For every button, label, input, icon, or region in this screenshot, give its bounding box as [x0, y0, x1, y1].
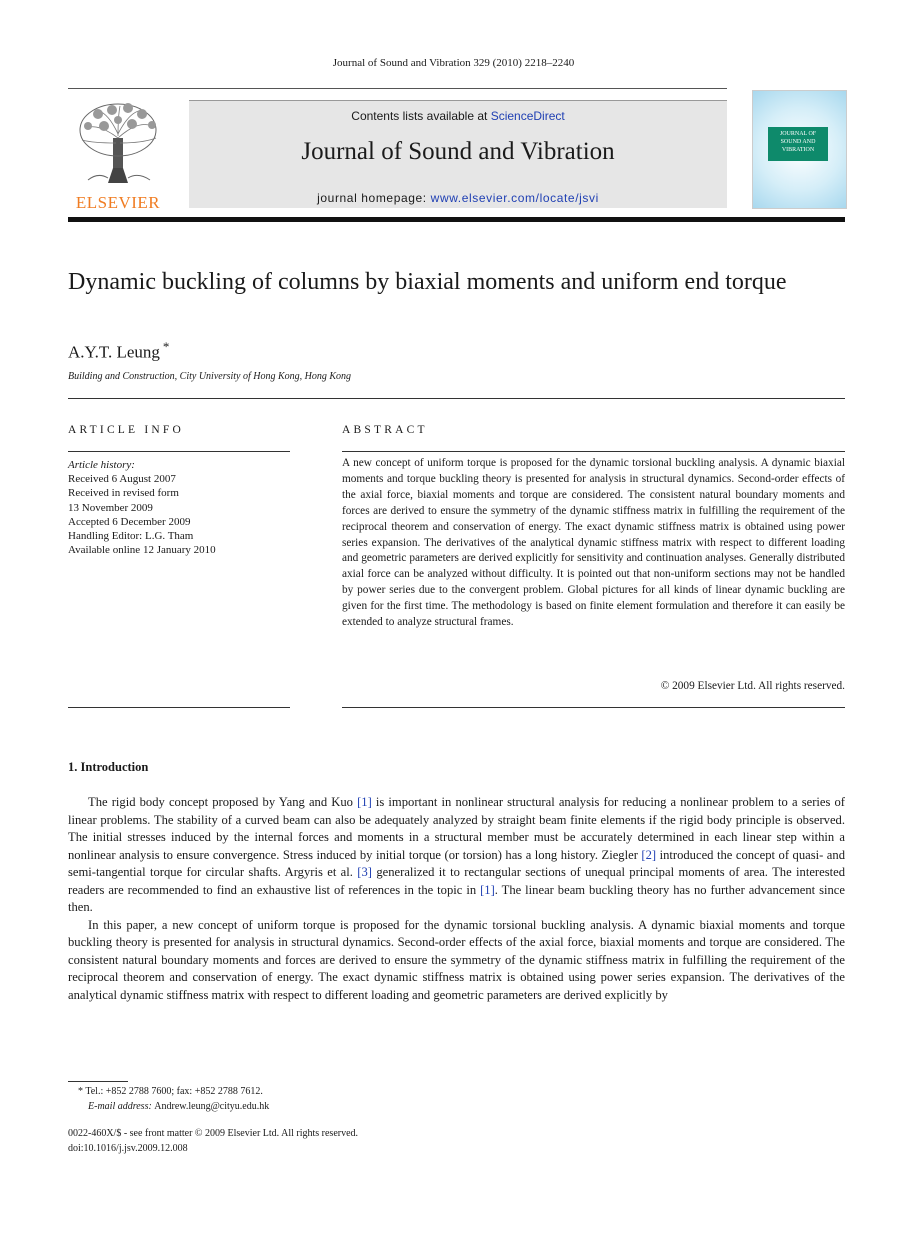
history-line: 13 November 2009: [68, 501, 153, 514]
history-line: Received in revised form: [68, 487, 179, 500]
cover-title-line: VIBRATION: [781, 147, 815, 153]
footnote-rule: [68, 1081, 128, 1082]
footnote-contact: [68, 1084, 269, 1099]
publisher-logo: [68, 98, 168, 213]
history-line: Handling Editor: L.G. Tham: [68, 530, 194, 543]
email-label: E-mail address:: [88, 1101, 155, 1112]
issn-line: 0022-460X/$ - see front matter © 2009 Elsevier Ltd. All rights reserved.: [68, 1128, 359, 1139]
journal-name: Journal of Sound and Vibration: [301, 138, 615, 165]
citation-link[interactable]: [3]: [357, 865, 372, 879]
abstract-copyright: © 2009 Elsevier Ltd. All rights reserved.: [660, 680, 845, 692]
masthead-bottom-rule: [68, 217, 845, 222]
abstract-text: A new concept of uniform torque is proposed for the dynamic torsional buckling analysis. A dynamic biaxial moments and torque buckling theory is presented for analysis in structural dynamics. Second-order effects of the axial force, biaxial moments and torque are considered. The consistent natural boundary moments and forces are derived to ensure the symmetry of the dynamic stiffness matrix in fulfilling the requirement of the reciprocal theorem and conservation of energy. The exact dynamic stiffness matrix is obtained using power series expansion. The derivatives of the analytical dynamic stiffness matrix with respect to different loading and geometric parameters are derived explicitly for sensitivity and continuation analyses. Generally distributed axial force can be analyzed without difficulty. It is pointed out that non-uniform sections may not be handled by power series due to the convergent problem. Global pictures for all kinds of linear dynamic buckling are given for the first time. The methodology is based on finite element formulation and therefore it can easily be extended to analyze structural frames.: [342, 457, 845, 629]
cover-title-line: JOURNAL OF: [779, 131, 817, 137]
running-header: Journal of Sound and Vibration 329 (2010) 2218–2240: [332, 57, 575, 69]
article-history: [68, 458, 290, 557]
doi-line[interactable]: doi:10.1016/j.jsv.2009.12.008: [68, 1143, 188, 1154]
history-label: Article history:: [68, 459, 135, 471]
contents-line: [189, 109, 727, 123]
article-info-rule: [68, 451, 290, 452]
abstract-rule: [342, 451, 845, 452]
front-matter: [68, 1126, 358, 1156]
email-address[interactable]: Andrew.leung@cityu.edu.hk: [154, 1101, 270, 1112]
citation-link[interactable]: [2]: [641, 847, 657, 862]
paragraph: [68, 794, 845, 917]
cover-title-box: [768, 127, 828, 161]
text-run: introduced the concept of quasi- and semi-tangential torque for circular shafts. Argyris et al.: [68, 847, 845, 879]
article-info-bottom-rule: [68, 707, 290, 708]
journal-homepage-link[interactable]: www.elsevier.com/locate/jsvi: [430, 191, 599, 205]
title-divider: [68, 398, 845, 399]
cover-title-line: SOUND AND: [780, 139, 816, 145]
homepage-prefix: journal homepage:: [317, 191, 431, 205]
tree-logo-icon: [68, 98, 168, 190]
section-heading: 1. Introduction: [68, 760, 149, 774]
sciencedirect-link[interactable]: ScienceDirect: [490, 109, 565, 123]
text-run: generalized it to rectangular sections of unequal principal moments of area. The interested readers are recommended to find an exhaustive list of references in the topic in: [68, 865, 845, 897]
homepage-line: [189, 191, 727, 205]
abstract-heading: ABSTRACT: [342, 424, 428, 436]
footnote-email: [68, 1099, 269, 1114]
body-text: [68, 794, 845, 1004]
citation-link[interactable]: [1]: [357, 795, 372, 809]
masthead: [68, 88, 845, 221]
footnote-marker: *: [78, 1086, 83, 1097]
contents-prefix: Contents lists available at: [351, 109, 491, 123]
history-line: Available online 12 January 2010: [68, 544, 216, 557]
contact-numbers: Tel.: +852 2788 7600; fax: +852 2788 7612.: [85, 1086, 263, 1097]
author-footnote: [68, 1084, 269, 1114]
text-run: is important in nonlinear structural analysis for reducing a nonlinear problem to a series of linear problems. The stability of a curved beam can also be adequately analyzed by straight beam finite elements if the rigid body principle is observed. The initial stresses induced by the internal forces and moments in a structural member must be accurately determined in each linear step within a nonlinear analysis to ensure convergence. Stress induced by initial torque (or torsion) has a long history. Ziegler: [68, 795, 845, 862]
article-info-heading: ARTICLE INFO: [68, 424, 184, 436]
citation-link[interactable]: [1]: [480, 882, 495, 897]
author-footnote-marker[interactable]: *: [162, 339, 170, 354]
paragraph: In this paper, a new concept of uniform torque is proposed for the dynamic torsional buckling analysis. A dynamic biaxial moments and torque buckling theory is presented for analysis in structural dynamics. Second-order effects of the axial force, biaxial moments and torque are considered. The consistent natural boundary moments and forces are derived to ensure the symmetry of the dynamic stiffness matrix in fulfilling the requirement of the reciprocal theorem and conservation of energy. The exact dynamic stiffness matrix is obtained using power series expansion. The derivatives of the analytical dynamic stiffness matrix with respect to different loading and geometric parameters are derived explicitly by: [68, 917, 845, 1002]
article-title: Dynamic buckling of columns by biaxial moments and uniform end torque: [68, 269, 787, 295]
journal-banner: [189, 100, 727, 208]
author-name: A.Y.T. Leung: [68, 342, 160, 362]
text-run: The rigid body concept proposed by Yang and Kuo: [88, 795, 358, 809]
abstract-bottom-rule: [342, 707, 845, 708]
publisher-wordmark: ELSEVIER: [75, 193, 161, 212]
author-line: [68, 339, 169, 363]
journal-cover-thumbnail: [752, 90, 847, 209]
history-line: Received 6 August 2007: [68, 473, 176, 486]
history-line: Accepted 6 December 2009: [68, 515, 191, 528]
masthead-top-rule: [68, 88, 727, 89]
text-run: . The linear beam buckling theory has no further advancement since then.: [68, 882, 845, 914]
author-affiliation: Building and Construction, City University of Hong Kong, Hong Kong: [68, 371, 352, 382]
